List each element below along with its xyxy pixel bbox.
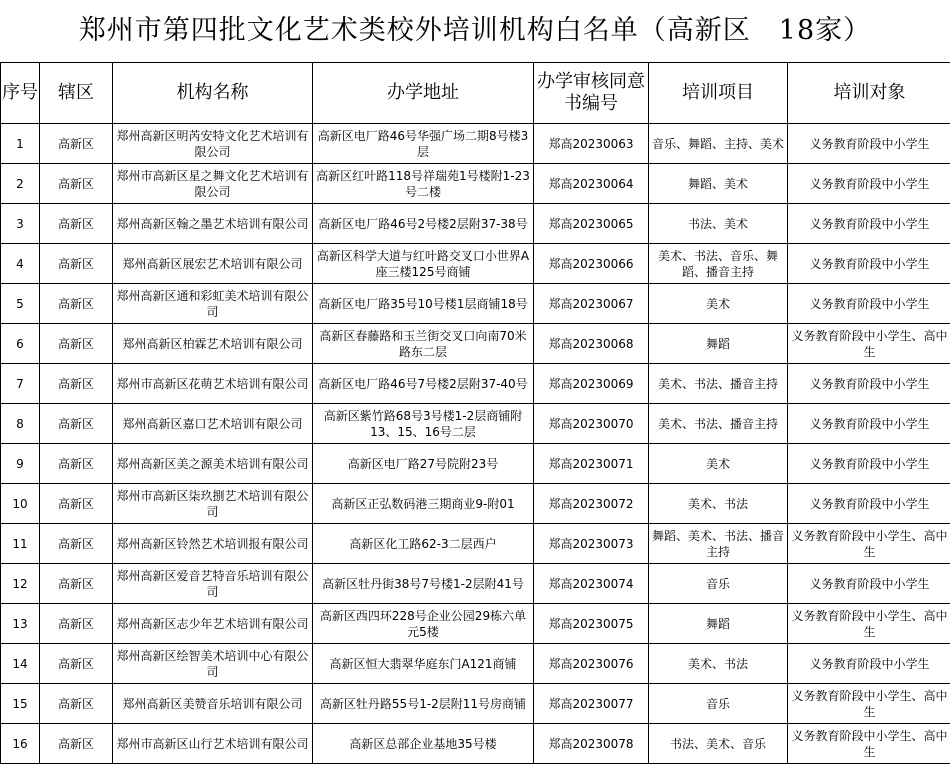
cell-address: 高新区科学大道与红叶路交叉口小世界A座三楼125号商铺 bbox=[313, 244, 534, 284]
cell-name: 郑州市高新区柒玖捌艺术培训有限公司 bbox=[113, 484, 313, 524]
cell-address: 高新区电厂路35号10号楼1层商铺18号 bbox=[313, 284, 534, 324]
cell-address: 高新区紫竹路68号3号楼1-2层商铺附13、15、16号二层 bbox=[313, 404, 534, 444]
table-row bbox=[1, 164, 950, 204]
cell-programs: 舞蹈、美术、书法、播音主持 bbox=[649, 524, 788, 564]
cell-district: 高新区 bbox=[40, 644, 113, 684]
cell-district: 高新区 bbox=[40, 204, 113, 244]
cell-programs: 美术、书法、播音主持 bbox=[649, 364, 788, 404]
cell-programs: 书法、美术、音乐 bbox=[649, 724, 788, 764]
cell-approval-code: 郑高20230077 bbox=[534, 684, 649, 724]
cell-index: 11 bbox=[1, 524, 40, 564]
cell-programs: 美术、书法、播音主持 bbox=[649, 404, 788, 444]
cell-target: 义务教育阶段中小学生 bbox=[788, 564, 950, 604]
cell-target: 义务教育阶段中小学生 bbox=[788, 164, 950, 204]
header-row bbox=[1, 63, 950, 124]
cell-programs: 美术 bbox=[649, 444, 788, 484]
col-header-district: 辖区 bbox=[40, 63, 113, 124]
cell-district: 高新区 bbox=[40, 324, 113, 364]
cell-approval-code: 郑高20230063 bbox=[534, 124, 649, 164]
cell-address: 高新区电厂路46号华强广场二期8号楼3层 bbox=[313, 124, 534, 164]
table-body bbox=[1, 124, 950, 764]
cell-target: 义务教育阶段中小学生 bbox=[788, 364, 950, 404]
table-row bbox=[1, 604, 950, 644]
cell-index: 15 bbox=[1, 684, 40, 724]
cell-approval-code: 郑高20230065 bbox=[534, 204, 649, 244]
cell-index: 5 bbox=[1, 284, 40, 324]
col-header-name: 机构名称 bbox=[113, 63, 313, 124]
cell-district: 高新区 bbox=[40, 124, 113, 164]
cell-address: 高新区电厂路27号院附23号 bbox=[313, 444, 534, 484]
cell-index: 6 bbox=[1, 324, 40, 364]
cell-address: 高新区红叶路118号祥瑞苑1号楼附1-23号二楼 bbox=[313, 164, 534, 204]
cell-approval-code: 郑高20230074 bbox=[534, 564, 649, 604]
cell-programs: 美术 bbox=[649, 284, 788, 324]
table-row bbox=[1, 724, 950, 764]
col-header-target: 培训对象 bbox=[788, 63, 950, 124]
cell-district: 高新区 bbox=[40, 724, 113, 764]
cell-approval-code: 郑高20230070 bbox=[534, 404, 649, 444]
cell-index: 2 bbox=[1, 164, 40, 204]
cell-district: 高新区 bbox=[40, 364, 113, 404]
cell-name: 郑州高新区志少年艺术培训有限公司 bbox=[113, 604, 313, 644]
cell-index: 16 bbox=[1, 724, 40, 764]
cell-name: 郑州市高新区山行艺术培训有限公司 bbox=[113, 724, 313, 764]
cell-index: 12 bbox=[1, 564, 40, 604]
table-row bbox=[1, 124, 950, 164]
col-header-approval-code: 办学审核同意书编号 bbox=[534, 63, 649, 124]
cell-district: 高新区 bbox=[40, 484, 113, 524]
table-row bbox=[1, 564, 950, 604]
cell-approval-code: 郑高20230067 bbox=[534, 284, 649, 324]
cell-approval-code: 郑高20230072 bbox=[534, 484, 649, 524]
cell-index: 10 bbox=[1, 484, 40, 524]
cell-name: 郑州市高新区星之舞文化艺术培训有限公司 bbox=[113, 164, 313, 204]
cell-index: 8 bbox=[1, 404, 40, 444]
cell-programs: 舞蹈、美术 bbox=[649, 164, 788, 204]
cell-name: 郑州高新区铃然艺术培训报有限公司 bbox=[113, 524, 313, 564]
cell-approval-code: 郑高20230066 bbox=[534, 244, 649, 284]
cell-address: 高新区电厂路46号7号楼2层附37-40号 bbox=[313, 364, 534, 404]
table-row bbox=[1, 524, 950, 564]
cell-index: 13 bbox=[1, 604, 40, 644]
cell-address: 高新区电厂路46号2号楼2层附37-38号 bbox=[313, 204, 534, 244]
cell-district: 高新区 bbox=[40, 444, 113, 484]
cell-approval-code: 郑高20230073 bbox=[534, 524, 649, 564]
cell-district: 高新区 bbox=[40, 604, 113, 644]
cell-target: 义务教育阶段中小学生 bbox=[788, 444, 950, 484]
cell-address: 高新区正弘数码港三期商业9-附01 bbox=[313, 484, 534, 524]
cell-address: 高新区化工路62-3二层西户 bbox=[313, 524, 534, 564]
cell-target: 义务教育阶段中小学生 bbox=[788, 244, 950, 284]
cell-approval-code: 郑高20230064 bbox=[534, 164, 649, 204]
cell-target: 义务教育阶段中小学生 bbox=[788, 404, 950, 444]
cell-programs: 美术、书法 bbox=[649, 644, 788, 684]
cell-index: 1 bbox=[1, 124, 40, 164]
cell-name: 郑州高新区展宏艺术培训有限公司 bbox=[113, 244, 313, 284]
cell-name: 郑州高新区绘智美术培训中心有限公司 bbox=[113, 644, 313, 684]
table-row bbox=[1, 244, 950, 284]
whitelist-table bbox=[0, 62, 950, 764]
cell-approval-code: 郑高20230078 bbox=[534, 724, 649, 764]
cell-target: 义务教育阶段中小学生、高中生 bbox=[788, 684, 950, 724]
cell-district: 高新区 bbox=[40, 524, 113, 564]
cell-district: 高新区 bbox=[40, 244, 113, 284]
cell-name: 郑州高新区柏霖艺术培训有限公司 bbox=[113, 324, 313, 364]
col-header-programs: 培训项目 bbox=[649, 63, 788, 124]
cell-name: 郑州高新区美之源美术培训有限公司 bbox=[113, 444, 313, 484]
cell-target: 义务教育阶段中小学生、高中生 bbox=[788, 724, 950, 764]
cell-approval-code: 郑高20230068 bbox=[534, 324, 649, 364]
cell-target: 义务教育阶段中小学生 bbox=[788, 124, 950, 164]
cell-target: 义务教育阶段中小学生、高中生 bbox=[788, 604, 950, 644]
table-row bbox=[1, 284, 950, 324]
cell-name: 郑州高新区翰之墨艺术培训有限公司 bbox=[113, 204, 313, 244]
cell-target: 义务教育阶段中小学生 bbox=[788, 284, 950, 324]
cell-approval-code: 郑高20230076 bbox=[534, 644, 649, 684]
cell-index: 7 bbox=[1, 364, 40, 404]
table-row bbox=[1, 324, 950, 364]
table-row bbox=[1, 204, 950, 244]
cell-name: 郑州高新区明芮安特文化艺术培训有限公司 bbox=[113, 124, 313, 164]
cell-name: 郑州市高新区花萌艺术培训有限公司 bbox=[113, 364, 313, 404]
cell-address: 高新区总部企业基地35号楼 bbox=[313, 724, 534, 764]
cell-address: 高新区春藤路和玉兰街交叉口向南70米路东二层 bbox=[313, 324, 534, 364]
cell-approval-code: 郑高20230069 bbox=[534, 364, 649, 404]
table-row bbox=[1, 364, 950, 404]
cell-programs: 音乐 bbox=[649, 684, 788, 724]
cell-programs: 舞蹈 bbox=[649, 324, 788, 364]
cell-address: 高新区牡丹街38号7号楼1-2层附41号 bbox=[313, 564, 534, 604]
cell-programs: 美术、书法 bbox=[649, 484, 788, 524]
col-header-address: 办学地址 bbox=[313, 63, 534, 124]
cell-district: 高新区 bbox=[40, 284, 113, 324]
cell-name: 郑州高新区美赞音乐培训有限公司 bbox=[113, 684, 313, 724]
cell-programs: 舞蹈 bbox=[649, 604, 788, 644]
cell-index: 14 bbox=[1, 644, 40, 684]
table-row bbox=[1, 404, 950, 444]
cell-name: 郑州高新区爱音艺特音乐培训有限公司 bbox=[113, 564, 313, 604]
table-row bbox=[1, 444, 950, 484]
cell-programs: 书法、美术 bbox=[649, 204, 788, 244]
cell-index: 4 bbox=[1, 244, 40, 284]
table-row bbox=[1, 644, 950, 684]
cell-target: 义务教育阶段中小学生 bbox=[788, 204, 950, 244]
table-row bbox=[1, 684, 950, 724]
table-row bbox=[1, 484, 950, 524]
cell-district: 高新区 bbox=[40, 684, 113, 724]
cell-address: 高新区恒大翡翠华庭东门A121商铺 bbox=[313, 644, 534, 684]
cell-district: 高新区 bbox=[40, 164, 113, 204]
cell-target: 义务教育阶段中小学生、高中生 bbox=[788, 524, 950, 564]
cell-programs: 音乐 bbox=[649, 564, 788, 604]
page-title: 郑州市第四批文化艺术类校外培训机构白名单（高新区 18家） bbox=[0, 0, 950, 62]
cell-target: 义务教育阶段中小学生、高中生 bbox=[788, 324, 950, 364]
cell-district: 高新区 bbox=[40, 564, 113, 604]
cell-approval-code: 郑高20230075 bbox=[534, 604, 649, 644]
cell-address: 高新区牡丹路55号1-2层附11号房商铺 bbox=[313, 684, 534, 724]
cell-index: 9 bbox=[1, 444, 40, 484]
cell-target: 义务教育阶段中小学生 bbox=[788, 484, 950, 524]
cell-programs: 音乐、舞蹈、主持、美术 bbox=[649, 124, 788, 164]
cell-programs: 美术、书法、音乐、舞蹈、播音主持 bbox=[649, 244, 788, 284]
cell-approval-code: 郑高20230071 bbox=[534, 444, 649, 484]
cell-name: 郑州高新区通和彩虹美术培训有限公司 bbox=[113, 284, 313, 324]
cell-index: 3 bbox=[1, 204, 40, 244]
cell-address: 高新区西四环228号企业公园29栋六单元5楼 bbox=[313, 604, 534, 644]
col-header-index: 序号 bbox=[1, 63, 40, 124]
cell-target: 义务教育阶段中小学生 bbox=[788, 644, 950, 684]
cell-name: 郑州高新区嘉口艺术培训有限公司 bbox=[113, 404, 313, 444]
cell-district: 高新区 bbox=[40, 404, 113, 444]
